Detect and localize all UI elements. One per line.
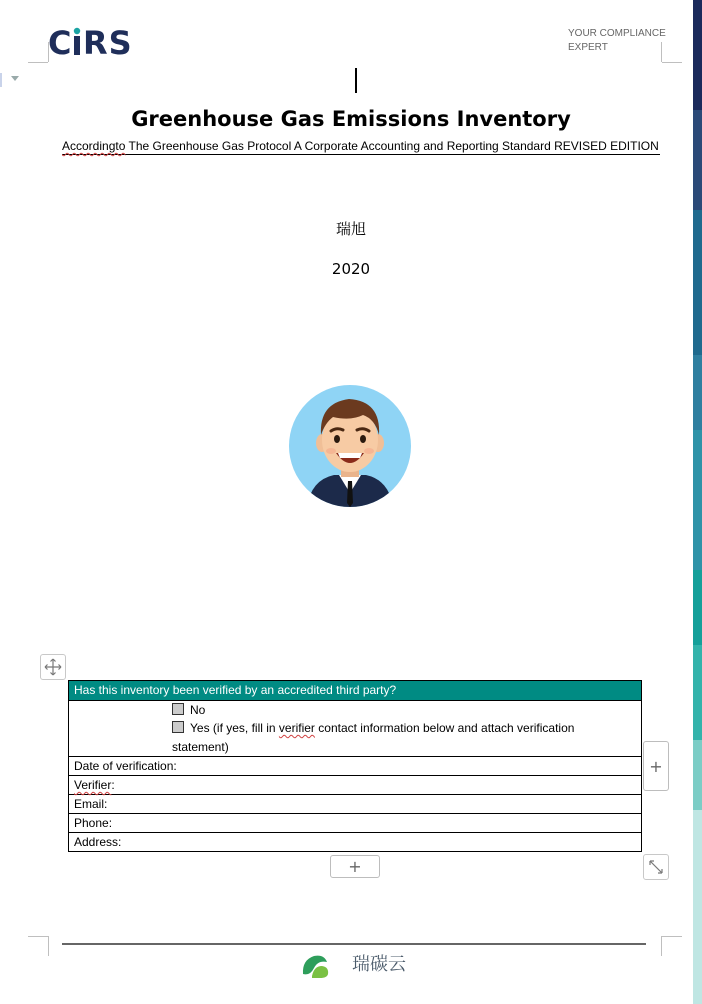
report-year: 2020 [331, 260, 371, 278]
checkbox-yes[interactable] [172, 721, 184, 733]
document-title: Greenhouse Gas Emissions Inventory [131, 107, 571, 131]
table-move-handle[interactable] [40, 654, 66, 680]
row-date-of-verification[interactable]: Date of verification: [69, 757, 641, 776]
document-subtitle: Accordingto The Greenhouse Gas Protocol A Corporate Accounting and Reporting Standard REVISED EDITION [62, 139, 659, 153]
company-name: 瑞旭 [335, 220, 366, 238]
checkbox-no[interactable] [172, 703, 184, 715]
row-phone[interactable]: Phone: [69, 814, 641, 833]
option-yes[interactable]: Yes (if yes, fill in verifier contact information below and attach verification [172, 721, 574, 736]
row-address[interactable]: Address: [74, 835, 122, 849]
plus-icon: + [348, 857, 362, 876]
add-column-button[interactable] [643, 741, 669, 791]
logo-tagline: YOUR COMPLIANCE EXPERT [568, 28, 666, 53]
cirs-logo [48, 26, 140, 66]
table-resize-handle[interactable] [643, 854, 669, 880]
row-email[interactable]: Email: [69, 795, 641, 814]
option-yes-continued: statement) [172, 740, 229, 754]
verification-options [69, 701, 641, 757]
row-verifier[interactable]: Verifier: [69, 776, 641, 795]
add-row-button[interactable] [330, 855, 380, 878]
footer-divider [62, 943, 646, 945]
move-arrows-icon [44, 658, 62, 676]
option-no[interactable]: No [172, 703, 205, 718]
svg-text:C: C [48, 26, 73, 60]
resize-diagonal-icon [648, 859, 664, 875]
plus-icon: + [649, 756, 663, 776]
cloud-leaf-logo-icon [300, 950, 330, 980]
side-color-strip [693, 0, 702, 1004]
footer-brand: 瑞碳云 [352, 954, 406, 975]
svg-text:RS: RS [83, 26, 133, 60]
text-cursor [355, 68, 357, 93]
verification-table [68, 680, 642, 852]
ruler-marker [0, 73, 2, 87]
dropdown-caret-icon[interactable] [11, 76, 19, 81]
avatar-illustration [289, 385, 411, 507]
misspelled-word[interactable]: Accordingto [62, 139, 126, 153]
table-header: Has this inventory been verified by an accredited third party? [69, 681, 641, 701]
